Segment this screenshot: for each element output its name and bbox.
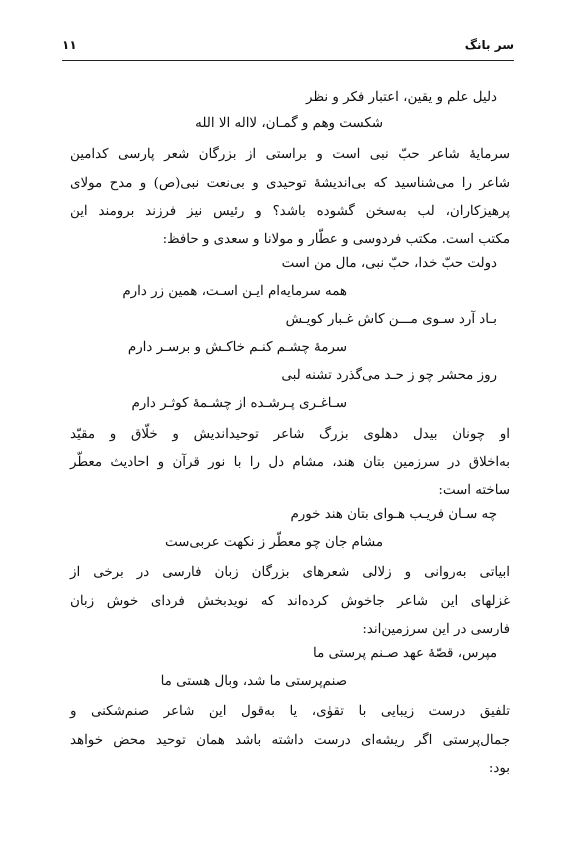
verse-line: مشام جان چو معطّر ز نکهت عربی‌ست [165,535,383,550]
paragraph-line: بود: [488,761,510,776]
verse-line: همه سرمایه‌ام ایـن اسـت، همین زر دارم [122,284,347,299]
verse-line: بـاد آرد سـوی مـــن کاش غـبار کویـش [285,312,497,327]
verse-line-2: شکست وهم و گمـان، لااله الا الله [195,116,383,131]
paragraph-line: جمال‌پرستی اگر ریشه‌ای درست داشته باشد همان توحید محض خواهد [70,733,510,748]
verse-line: دولت حبّ خدا، حبّ نبی، مال من است [281,256,497,271]
verse-line-1: دلیل علم و یقین، اعتبار فکر و نظر [306,90,497,105]
verse-line: صنم‌پرستی ما شد، وبال هستی ما [160,674,347,689]
verse-line: مپرس، قصّهٔ عهد صـنم پرستی ما [313,646,497,661]
verse-line: روز محشر چو ز حـد می‌گذرد تشنه لبی [281,368,497,383]
paragraph-line: پرهیزکاران، لب به‌سخن گشوده باشد؟ و رئیس نیز فرزند برومند این [70,204,510,219]
paragraph-line: فارسی در این سرزمین‌اند: [362,622,510,637]
paragraph-line: مکتب است. مکتب فردوسی و عطّار و مولانا و سعدی و حافظ: [162,232,510,247]
paragraph-line: شاعر را می‌شناسید که بی‌اندیشهٔ توحیدی و بی‌نعت نبی(ص) و مدح مولای [70,176,510,191]
running-title: سر بانگ [464,38,514,52]
verse-line: سرمهٔ چشـم کنـم خاکـش و برسـر دارم [127,340,347,355]
paragraph-line: او چونان بیدل دهلوی بزرگ شاعر توحیداندیش و خلّاق و مقیّد [70,427,510,442]
verse-line: سـاغـری پـرشـده از چشـمهٔ کوثـر دارم [131,396,347,411]
verse-line: چه سـان فریـب هـوای بتان هند خورم [290,507,497,522]
paragraph-line: ابیاتی به‌روانی و زلالی شعرهای بزرگان زبان فارسی در برخی از [70,565,510,580]
paragraph-line: ساخته است: [438,483,510,498]
paragraph-line: غزلهای این شاعر جاخوش کرده‌اند که نویدبخش فردای خوش زبان [70,594,510,609]
page-number: ۱۱ [62,38,77,52]
paragraph-line: سرمایهٔ شاعر حبّ نبی است و براستی از بزرگان شعر پارسی کدامین [70,147,510,162]
paragraph-line: به‌اخلاق در سرزمین بتان هند، مشام دل را با نور قرآن و احادیث معطّر [70,455,510,470]
page-header [62,36,514,61]
paragraph-line: تلفیق درست زیبایی با تقوٰی، یا به‌قول این شاعر صنم‌شکنی و [70,704,510,719]
